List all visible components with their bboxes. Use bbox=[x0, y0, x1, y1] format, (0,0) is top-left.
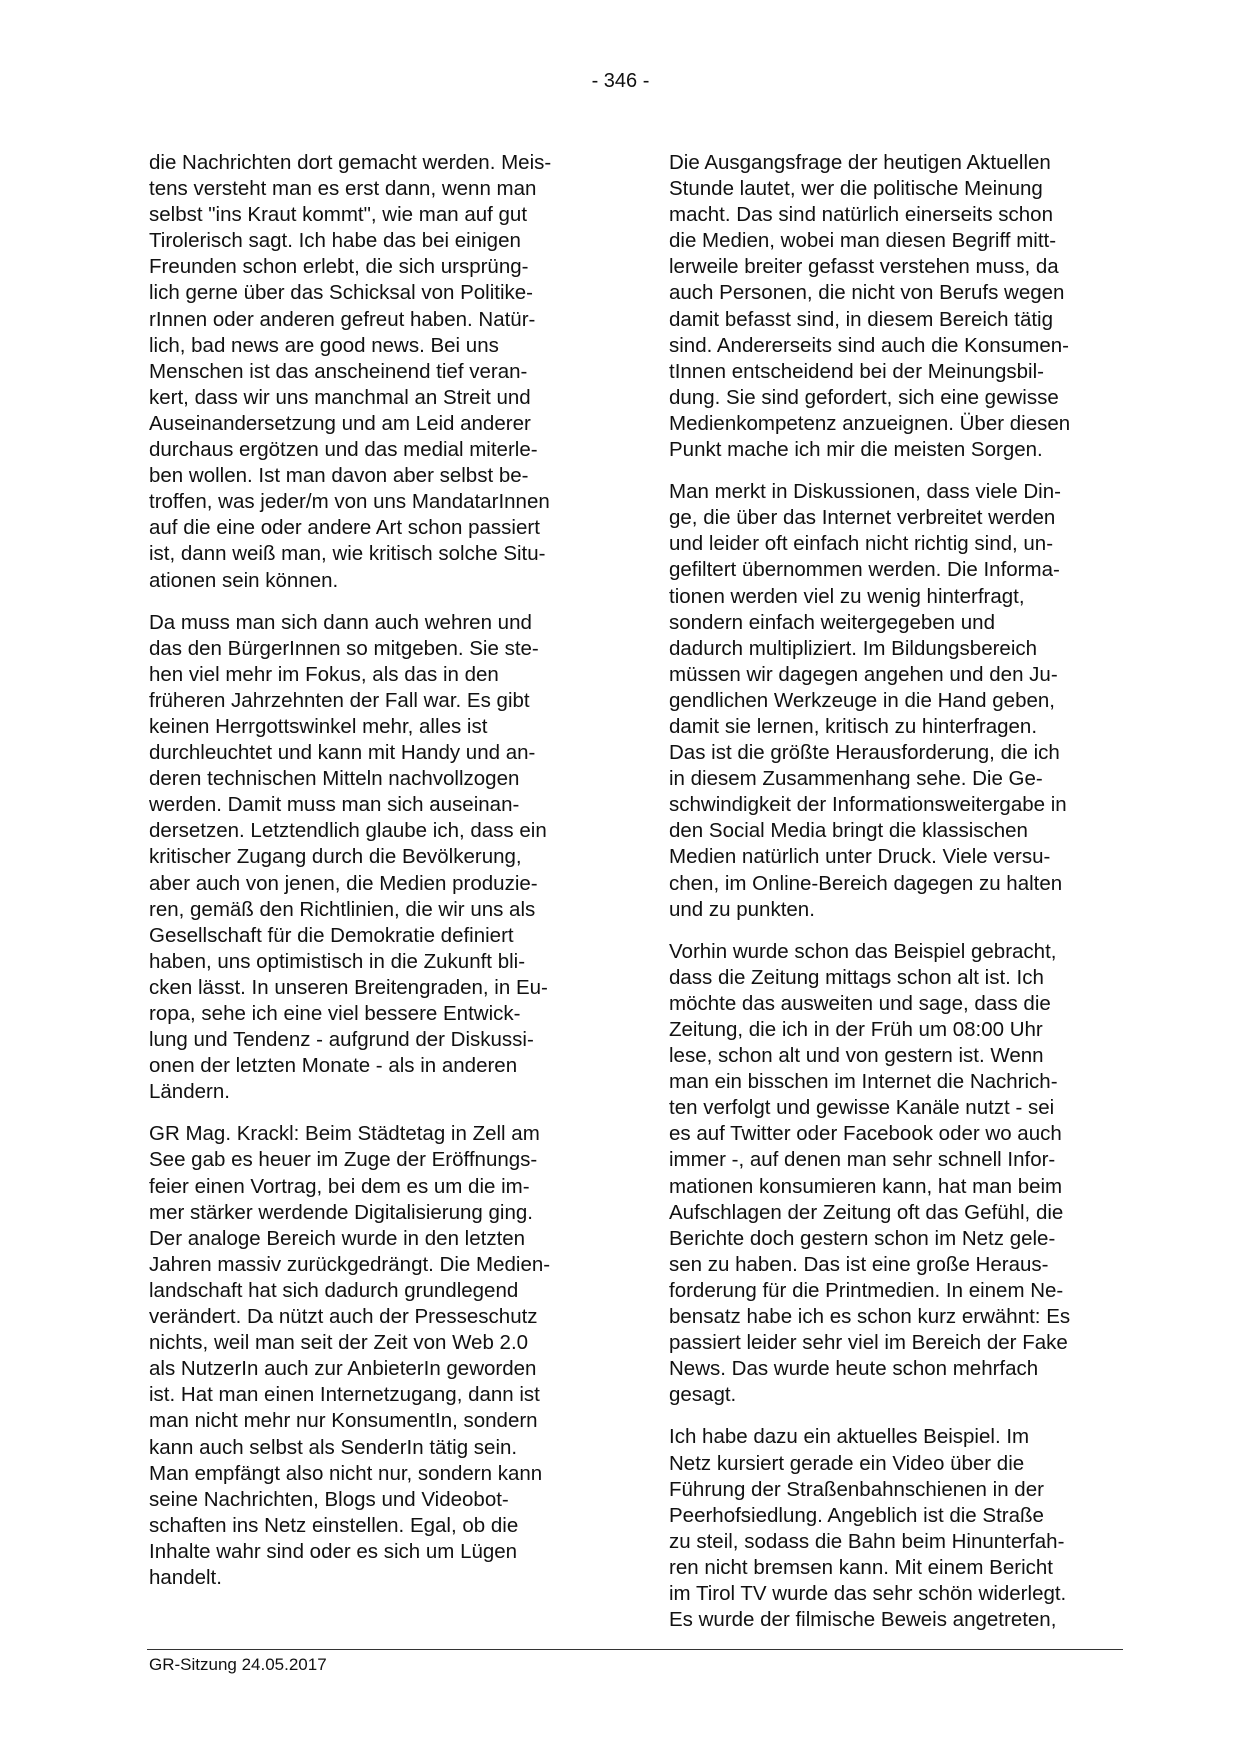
right-column bbox=[669, 150, 1124, 1649]
footer-divider bbox=[147, 1649, 1123, 1650]
paragraph: Da muss man sich dann auch wehren und das den BürgerInnen so mitgeben. Sie ste- hen viel mehr im Fokus, als das in den früheren Jahrzehnten der Fall war. Es gibt keinen Herrgottswinkel mehr, alles ist durchleuchtet und kann mit Handy und an- deren technischen Mitteln nachvollzogen werden. Damit muss man sich auseinan- dersetzen. Letztendlich glaube ich, dass ein kritischer Zugang durch die Bevölkerung, aber auch von jenen, die Medien produzie- ren, gemäß den Richtlinien, die wir uns als Gesellschaft für die Demokratie definiert haben, uns optimistisch in die Zukunft bli- cken lässt. In unseren Breitengraden, in Eu- ropa, sehe ich eine viel bessere Entwick- lung und Tendenz - aufgrund der Diskussi- onen der letzten Monate - als in anderen Ländern. bbox=[149, 610, 548, 1104]
paragraph: Man merkt in Diskussionen, dass viele Din- ge, die über das Internet verbreitet werden und leider oft einfach nicht richtig sind, un- gefiltert übernommen werden. Die Informa- tionen werden viel zu wenig hinterfragt, sondern einfach weitergegeben und dadurch multipliziert. Im Bildungsbereich müssen wir dagegen angehen und den Ju- gendlichen Werkzeuge in die Hand geben, damit sie lernen, kritisch zu hinterfragen. Das ist die größte Herausforderung, die ich in diesem Zusammenhang sehe. Die Ge- schwindigkeit der Informationsweitergabe in den Social Media bringt die klassischen Medien natürlich unter Druck. Viele versu- chen, im Online-Bereich dagegen zu halten und zu punkten. bbox=[669, 480, 1067, 921]
left-column bbox=[149, 150, 604, 1607]
paragraph: Vorhin wurde schon das Beispiel gebracht, dass die Zeitung mittags schon alt ist. Ich möchte das ausweiten und sage, dass die Zeitung, die ich in der Früh um 08:00 Uhr lese, schon alt und von gestern ist. Wenn man ein bisschen im Internet die Nachrich- ten verfolgt und gewisse Kanäle nutzt - sei es auf Twitter oder Facebook oder wo auch immer -, auf denen man sehr schnell Infor- mationen konsumieren kann, hat man beim Aufschlagen der Zeitung oft das Gefühl, die Berichte doch gestern schon im Netz gele- sen zu haben. Das ist eine große Heraus- forderung für die Printmedien. In einem Ne- bensatz habe ich es schon kurz erwähnt: Es passiert leider sehr viel im Bereich der Fake News. Das wurde heute schon mehrfach gesagt. bbox=[669, 939, 1071, 1407]
paragraph: GR Mag. Krackl: Beim Städtetag in Zell am See gab es heuer im Zuge der Eröffnungs- feier einen Vortrag, bei dem es um die im- mer stärker werdende Digitalisierung ging. Der analoge Bereich wurde in den letzten Jahren massiv zurückgedrängt. Die Medien- landschaft hat sich dadurch grundlegend verändert. Da nützt auch der Presseschutz nichts, weil man seit der Zeit von Web 2.0 als NutzerIn auch zur AnbieterIn geworden ist. Hat man einen Internetzugang, dann ist man nicht mehr nur KonsumentIn, sondern kann auch selbst als SenderIn tätig sein. Man empfängt also nicht nur, sondern kann seine Nachrichten, Blogs und Videobot- schaften ins Netz einstellen. Egal, ob die Inhalte wahr sind oder es sich um Lügen handelt. bbox=[149, 1122, 551, 1589]
paragraph: die Nachrichten dort gemacht werden. Meis- tens versteht man es erst dann, wenn man selbst "ins Kraut kommt", wie man auf gut Tirolerisch sagt. Ich habe das bei einigen Freunden schon erlebt, die sich ursprüng- lich gerne über das Schicksal von Politike- rInnen oder anderen gefreut haben. Natür- lich, bad news are good news. Bei uns Menschen ist das anscheinend tief veran- kert, dass wir uns manchmal an Streit und Auseinandersetzung und am Leid anderer durchaus ergötzen und das medial miterle- ben wollen. Ist man davon aber selbst be- troffen, was jeder/m von uns MandatarInnen auf die eine oder andere Art schon passiert ist, dann weiß man, wie kritisch solche Situ- ationen sein können. bbox=[149, 151, 552, 592]
paragraph: Ich habe dazu ein aktuelles Beispiel. Im Netz kursiert gerade ein Video über die Führung der Straßenbahnschienen in der Peerhofsiedlung. Angeblich ist die Straße zu steil, sodass die Bahn beim Hinunterfah- ren nicht bremsen kann. Mit einem Bericht im Tirol TV wurde das sehr schön widerlegt. Es wurde der filmische Beweis angetreten, bbox=[669, 1425, 1067, 1632]
footer-session-date: GR-Sitzung 24.05.2017 bbox=[149, 1655, 327, 1674]
page-number: - 346 - bbox=[591, 70, 650, 92]
paragraph: Die Ausgangsfrage der heutigen Aktuellen Stunde lautet, wer die politische Meinung macht. Das sind natürlich einerseits schon die Medien, wobei man diesen Begriff mitt- lerweile breiter gefasst verstehen muss, da auch Personen, die nicht von Berufs wegen damit befasst sind, in diesem Bereich tätig sind. Andererseits sind auch die Konsumen- tInnen entscheidend bei der Meinungsbil- dung. Sie sind gefordert, sich eine gewisse Medienkompetenz anzueignen. Über diesen Punkt mache ich mir die meisten Sorgen. bbox=[669, 151, 1071, 462]
